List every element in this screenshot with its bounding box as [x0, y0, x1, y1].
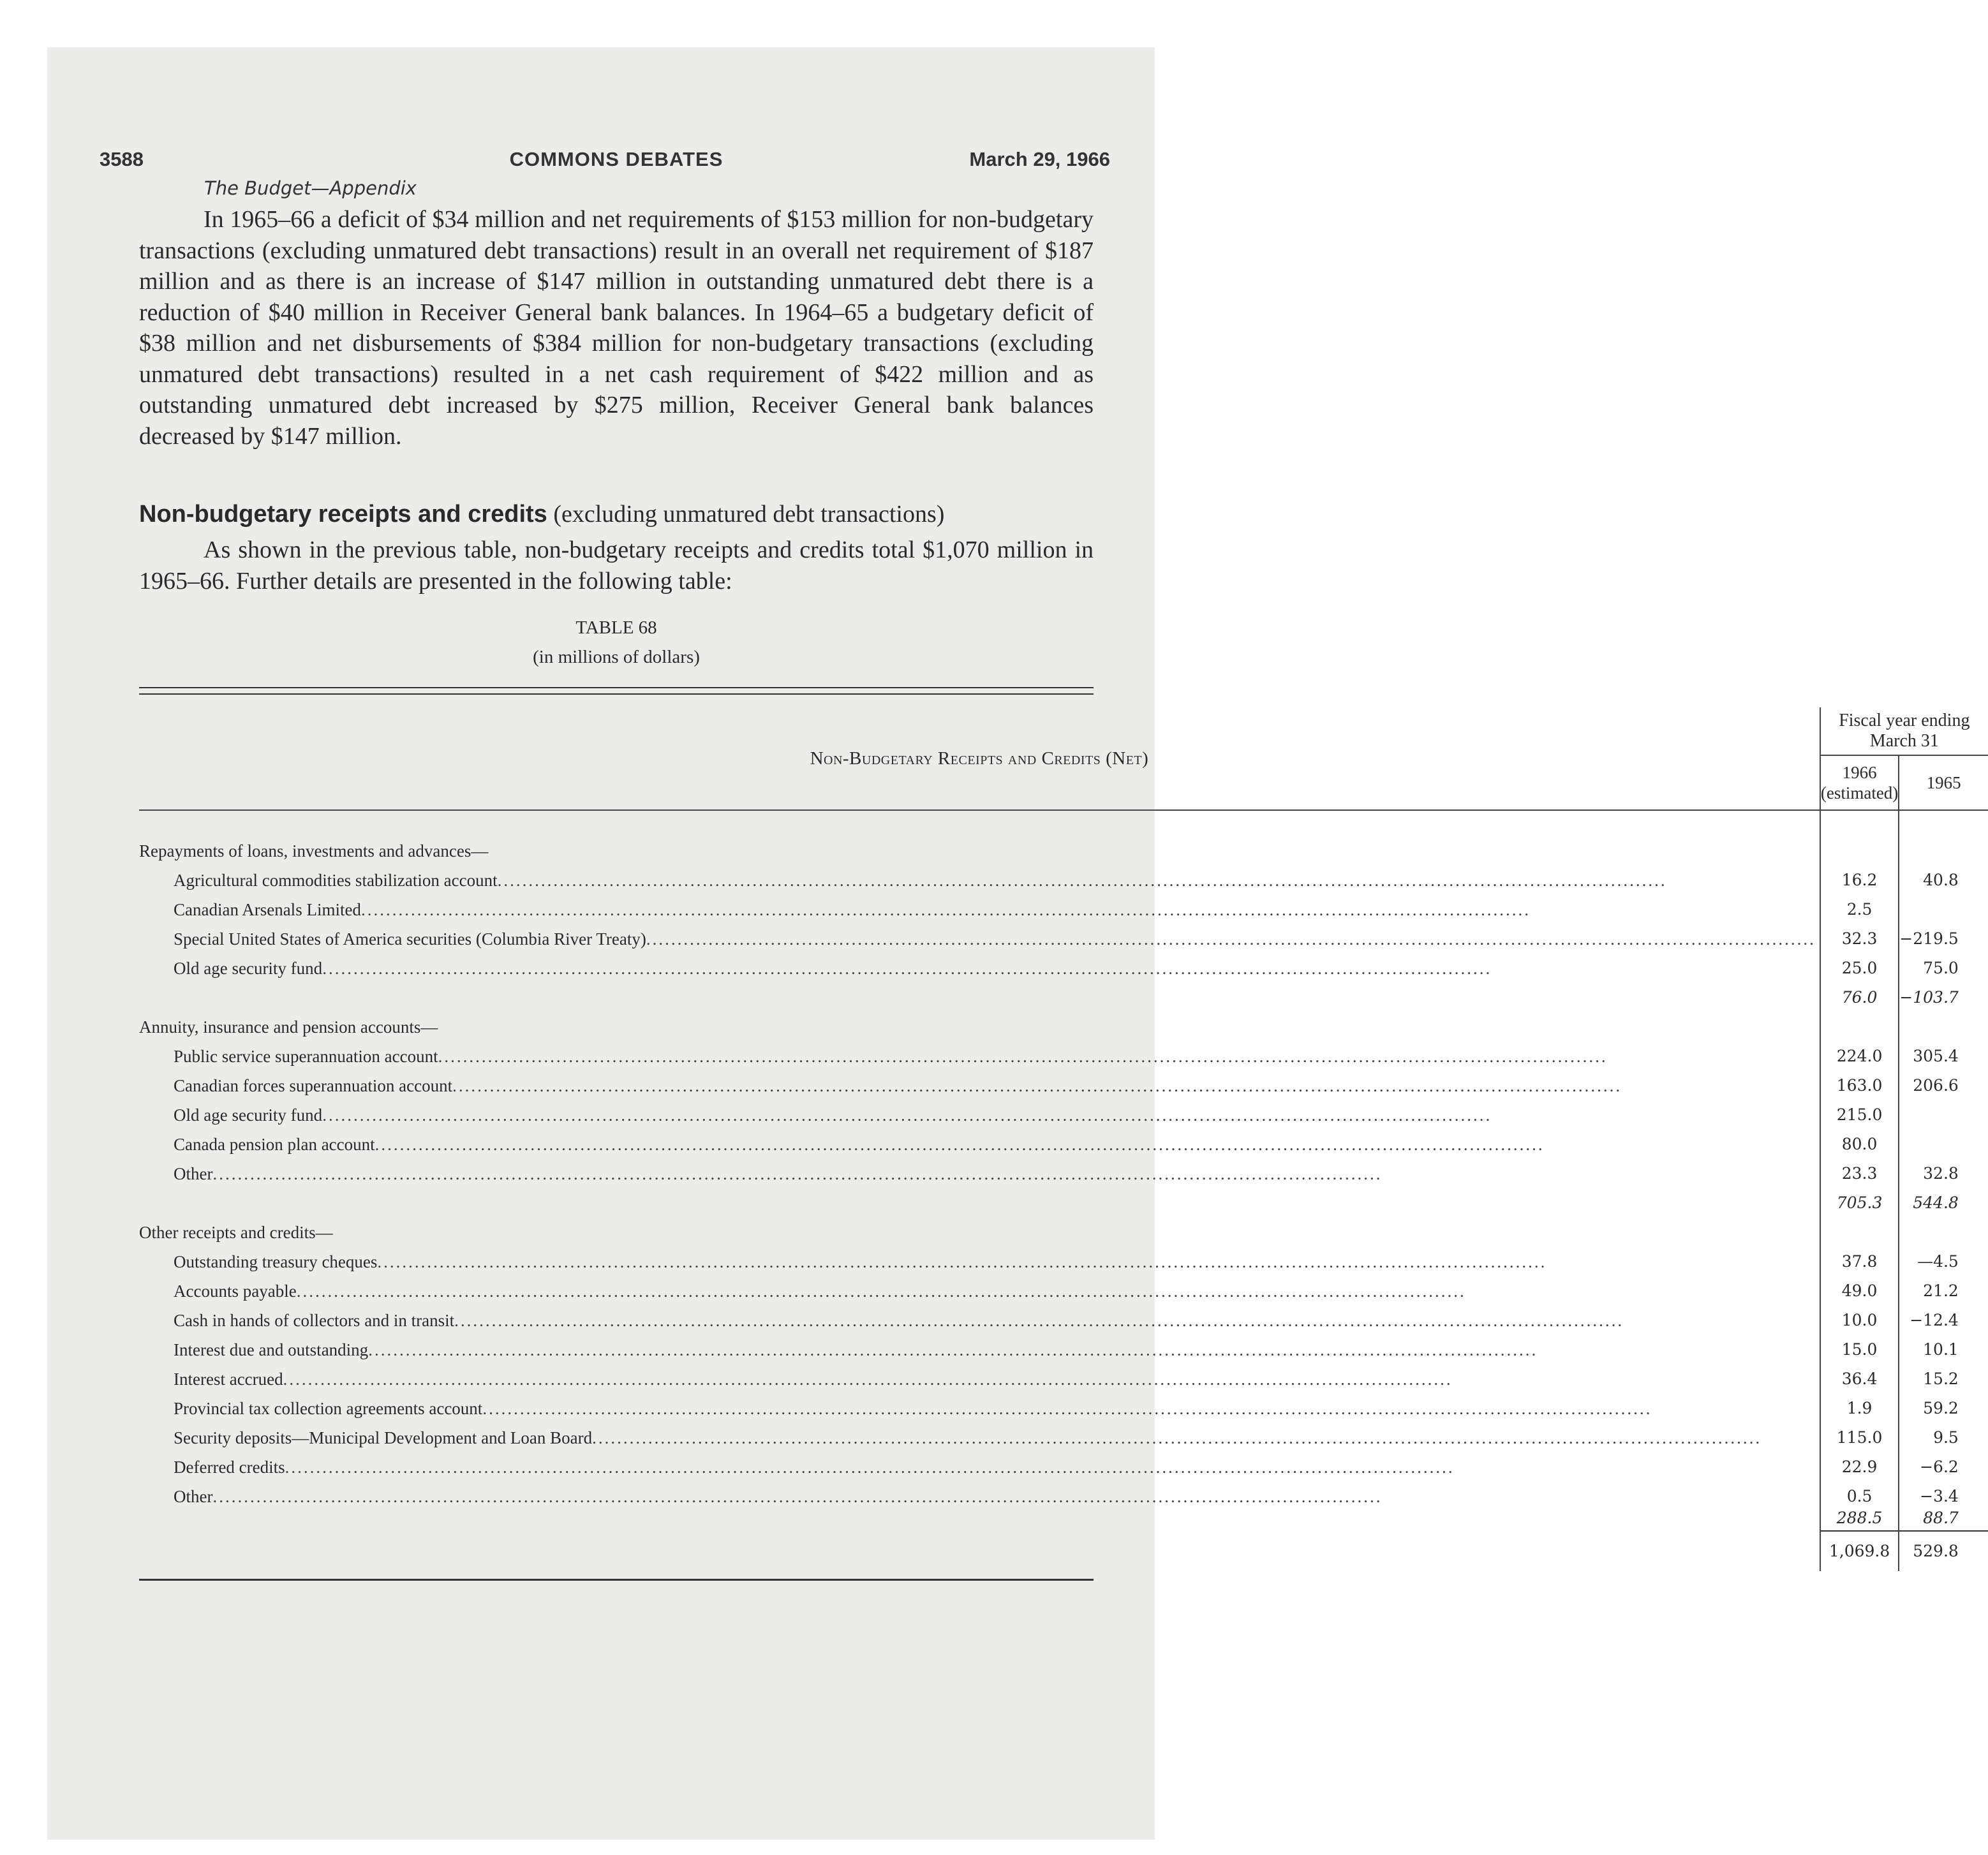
- value-1965: [1899, 1130, 1988, 1159]
- table-row: [139, 1071, 1988, 1100]
- total-1966: 1,069.8: [1820, 1531, 1899, 1571]
- empty-cell: [139, 1531, 1820, 1571]
- value-1965: 305.4: [1899, 1042, 1988, 1071]
- table-row: [139, 1482, 1988, 1511]
- publication-title: COMMONS DEBATES: [509, 148, 723, 170]
- row-label-cell: [139, 866, 1820, 895]
- value-1965: 206.6: [1899, 1071, 1988, 1100]
- subtotal-row: [139, 1511, 1988, 1531]
- value-1966: 2.5: [1820, 895, 1899, 924]
- dot-leader: [482, 1394, 1816, 1423]
- value-1966: 23.3: [1820, 1159, 1899, 1188]
- row-label-leader: [174, 1247, 1816, 1276]
- table-row: [139, 1159, 1988, 1188]
- value-1965: 32.8: [1899, 1159, 1988, 1188]
- row-label-leader: [174, 1276, 1816, 1306]
- table-row: [139, 924, 1988, 954]
- running-head: [100, 148, 1110, 176]
- row-label: Security deposits—Municipal Development and Loan Board: [174, 1428, 593, 1447]
- value-1966: 1.9: [1820, 1394, 1899, 1423]
- dot-leader: [322, 1100, 1816, 1130]
- empty-cell: [1820, 1218, 1899, 1247]
- value-1965: —4.5: [1899, 1247, 1988, 1276]
- table-row: [139, 1306, 1988, 1335]
- value-1966: 49.0: [1820, 1276, 1899, 1306]
- page-date: March 29, 1966: [969, 148, 1110, 170]
- row-label-cell: [139, 1306, 1820, 1335]
- group-label: Other receipts and credits—: [139, 1223, 333, 1242]
- value-1965: 75.0: [1899, 954, 1988, 983]
- data-table: [139, 707, 1988, 1571]
- dot-leader: [498, 866, 1816, 895]
- table-row: [139, 1394, 1988, 1423]
- table-row: [139, 1247, 1988, 1276]
- empty-cell: [1820, 836, 1899, 866]
- empty-cell: [1899, 1218, 1988, 1247]
- row-label-leader: [174, 866, 1816, 895]
- row-label-cell: [139, 1130, 1820, 1159]
- dot-leader: [377, 1247, 1815, 1276]
- subtotal-1966: 288.5: [1820, 1511, 1899, 1531]
- row-label-leader: [174, 1394, 1816, 1423]
- dot-leader: [297, 1276, 1816, 1306]
- dot-leader: [592, 1423, 1816, 1452]
- value-1965: 9.5: [1899, 1423, 1988, 1452]
- table-row: [139, 954, 1988, 983]
- row-label-leader: [174, 924, 1816, 954]
- row-label-leader: [174, 1159, 1816, 1188]
- value-1965: 40.8: [1899, 866, 1988, 895]
- row-label: Provincial tax collection agreements account: [174, 1399, 483, 1418]
- row-label-leader: [174, 1423, 1816, 1452]
- empty-cell: [139, 1188, 1820, 1218]
- column-header-1965: 1965: [1899, 755, 1988, 810]
- table-row: [139, 1423, 1988, 1452]
- row-label: Canadian forces superannuation account: [174, 1076, 453, 1095]
- row-header: Non-Budgetary Receipts and Credits (Net): [139, 707, 1820, 810]
- subtotal-1965: 88.7: [1899, 1511, 1988, 1531]
- row-label-cell: [139, 1100, 1820, 1130]
- row-label-cell: [139, 1335, 1820, 1364]
- subtotal-1966: 76.0: [1820, 983, 1899, 1012]
- row-label: Canadian Arsenals Limited: [174, 900, 361, 919]
- row-label: Canada pension plan account: [174, 1135, 375, 1154]
- row-label: Special United States of America securities (Columbia River Treaty): [174, 929, 646, 949]
- table-row: [139, 1100, 1988, 1130]
- dot-leader: [454, 1306, 1816, 1335]
- value-1966: 25.0: [1820, 954, 1899, 983]
- dot-leader: [368, 1335, 1816, 1364]
- table-row: [139, 1364, 1988, 1394]
- row-label-cell: [139, 1159, 1820, 1188]
- row-label-leader: [174, 954, 1816, 983]
- column-header-1966-year: 1966: [1842, 763, 1877, 782]
- value-1965: 10.1: [1899, 1335, 1988, 1364]
- table-row: [139, 1335, 1988, 1364]
- row-label-leader: [174, 1364, 1816, 1394]
- row-label-leader: [174, 1100, 1816, 1130]
- spacer-row: [139, 810, 1988, 836]
- row-label: Old age security fund: [174, 959, 323, 978]
- column-header-1966: [1820, 755, 1899, 810]
- subtotal-1965: −103.7: [1899, 983, 1988, 1012]
- value-1966: 32.3: [1820, 924, 1899, 954]
- row-label-cell: [139, 1452, 1820, 1482]
- group-label: Annuity, insurance and pension accounts—: [139, 1017, 438, 1037]
- row-label-cell: [139, 1364, 1820, 1394]
- dot-leader: [283, 1364, 1816, 1394]
- value-1966: 224.0: [1820, 1042, 1899, 1071]
- value-1966: 22.9: [1820, 1452, 1899, 1482]
- table-units: (in millions of dollars): [533, 647, 700, 667]
- row-label-cell: [139, 924, 1820, 954]
- dot-leader: [212, 1159, 1815, 1188]
- value-1966: 80.0: [1820, 1130, 1899, 1159]
- value-1965: 15.2: [1899, 1364, 1988, 1394]
- dot-leader: [285, 1452, 1816, 1482]
- dot-leader: [438, 1042, 1816, 1071]
- table-caption: [139, 613, 1094, 672]
- value-1965: −12.4: [1899, 1306, 1988, 1335]
- table-top-double-rule: [139, 687, 1094, 695]
- value-1965: −3.4: [1899, 1482, 1988, 1511]
- group-row: [139, 836, 1988, 866]
- table-row: [139, 1042, 1988, 1071]
- intro-paragraph: In 1965–66 a deficit of $34 million and net requirements of $153 million for non-budgetary transactions (excluding unmatured debt transactions) result in an overall net requirement of $187 million and as there is an increase of $147 million in outstanding unmatured debt there is a reduction of $40 million in Receiver General bank balances. In 1964–65 a budgetary deficit of $38 million and net disbursements of $384 million for non-budgetary transactions (excluding unmatured debt transactions) resulted in a net cash requirement of $422 million and as outstanding unmatured debt increased by $275 million, Receiver General bank balances decreased by $147 million.: [139, 206, 1094, 450]
- empty-cell: [139, 983, 1820, 1012]
- row-label: Other: [174, 1487, 213, 1506]
- row-label-leader: [174, 1042, 1816, 1071]
- document-page: [100, 148, 1970, 1581]
- value-1966: 36.4: [1820, 1364, 1899, 1394]
- table-title: TABLE 68: [575, 617, 657, 638]
- dot-leader: [212, 1482, 1815, 1511]
- spacer-cell: [139, 810, 1820, 836]
- value-1965: −6.2: [1899, 1452, 1988, 1482]
- value-1965: [1899, 1100, 1988, 1130]
- spacer-cell: [1820, 810, 1899, 836]
- empty-cell: [1820, 1012, 1899, 1042]
- value-1965: 21.2: [1899, 1276, 1988, 1306]
- dot-leader: [361, 895, 1816, 924]
- empty-cell: [139, 1511, 1820, 1531]
- value-1966: 37.8: [1820, 1247, 1899, 1276]
- spacer-cell: [1899, 810, 1988, 836]
- page-number: 3588: [100, 148, 144, 170]
- value-1965: −219.5: [1899, 924, 1988, 954]
- value-1966: 163.0: [1820, 1071, 1899, 1100]
- dot-leader: [375, 1130, 1816, 1159]
- spacer: [139, 452, 1094, 498]
- subtotal-1965: 544.8: [1899, 1188, 1988, 1218]
- total-1965: 529.8: [1899, 1531, 1988, 1571]
- row-label-cell: [139, 1482, 1820, 1511]
- subtotal-row: [139, 1188, 1988, 1218]
- subsection-heading-normal: (excluding unmatured debt transactions): [547, 501, 945, 528]
- total-row: [139, 1531, 1988, 1571]
- subtotal-row: [139, 983, 1988, 1012]
- row-label: Other: [174, 1164, 213, 1183]
- row-label-cell: [139, 1071, 1820, 1100]
- row-label: Deferred credits: [174, 1458, 285, 1477]
- subsection-heading: [139, 498, 1094, 531]
- value-1965: 59.2: [1899, 1394, 1988, 1423]
- row-label-leader: [174, 1452, 1816, 1482]
- empty-cell: [1899, 836, 1988, 866]
- row-label-leader: [174, 1130, 1816, 1159]
- row-label: Cash in hands of collectors and in transit: [174, 1311, 455, 1330]
- dot-leader: [646, 924, 1816, 954]
- fiscal-year-header: Fiscal year ending March 31: [1820, 707, 1988, 755]
- table-row: [139, 1130, 1988, 1159]
- table-row: [139, 895, 1988, 924]
- group-row: [139, 1012, 1988, 1042]
- row-label-cell: [139, 1042, 1820, 1071]
- value-1966: 115.0: [1820, 1423, 1899, 1452]
- row-label-cell: [139, 1276, 1820, 1306]
- value-1966: 16.2: [1820, 866, 1899, 895]
- row-label-leader: [174, 895, 1816, 924]
- value-1966: 215.0: [1820, 1100, 1899, 1130]
- row-label: Accounts payable: [174, 1282, 297, 1301]
- row-label-leader: [174, 1335, 1816, 1364]
- dot-leader: [452, 1071, 1816, 1100]
- row-label-cell: [139, 954, 1820, 983]
- row-label-cell: [139, 1247, 1820, 1276]
- row-label-cell: [139, 895, 1820, 924]
- group-label: Repayments of loans, investments and advances—: [139, 841, 489, 861]
- section-heading: The Budget—Appendix: [204, 177, 417, 199]
- row-label-cell: [139, 1423, 1820, 1452]
- row-label-leader: [174, 1306, 1816, 1335]
- row-label: Interest due and outstanding: [174, 1340, 369, 1359]
- dot-leader: [322, 954, 1816, 983]
- row-label: Outstanding treasury cheques: [174, 1252, 378, 1271]
- row-label: Agricultural commodities stabilization account: [174, 871, 498, 890]
- value-1966: 15.0: [1820, 1335, 1899, 1364]
- subtotal-1966: 705.3: [1820, 1188, 1899, 1218]
- group-row: [139, 1218, 1988, 1247]
- table-bottom-rule: [139, 1579, 1094, 1581]
- value-1965: [1899, 895, 1988, 924]
- row-label-leader: [174, 1482, 1816, 1511]
- subsection-heading-bold: Non-budgetary receipts and credits: [139, 501, 547, 528]
- value-1966: 10.0: [1820, 1306, 1899, 1335]
- empty-cell: [1899, 1012, 1988, 1042]
- heading-paragraph: As shown in the previous table, non-budgetary receipts and credits total $1,070 million in 1965–66. Further details are presented in the following table:: [139, 536, 1094, 595]
- table-row: [139, 866, 1988, 895]
- value-1966: 0.5: [1820, 1482, 1899, 1511]
- column-header-1966-note: (estimated): [1820, 783, 1899, 802]
- table-row: [139, 1452, 1988, 1482]
- row-label-cell: [139, 1394, 1820, 1423]
- table-row: [139, 1276, 1988, 1306]
- row-label: Interest accrued: [174, 1370, 283, 1389]
- row-label: Public service superannuation account: [174, 1047, 438, 1066]
- row-label-leader: [174, 1071, 1816, 1100]
- row-label: Old age security fund: [174, 1105, 323, 1125]
